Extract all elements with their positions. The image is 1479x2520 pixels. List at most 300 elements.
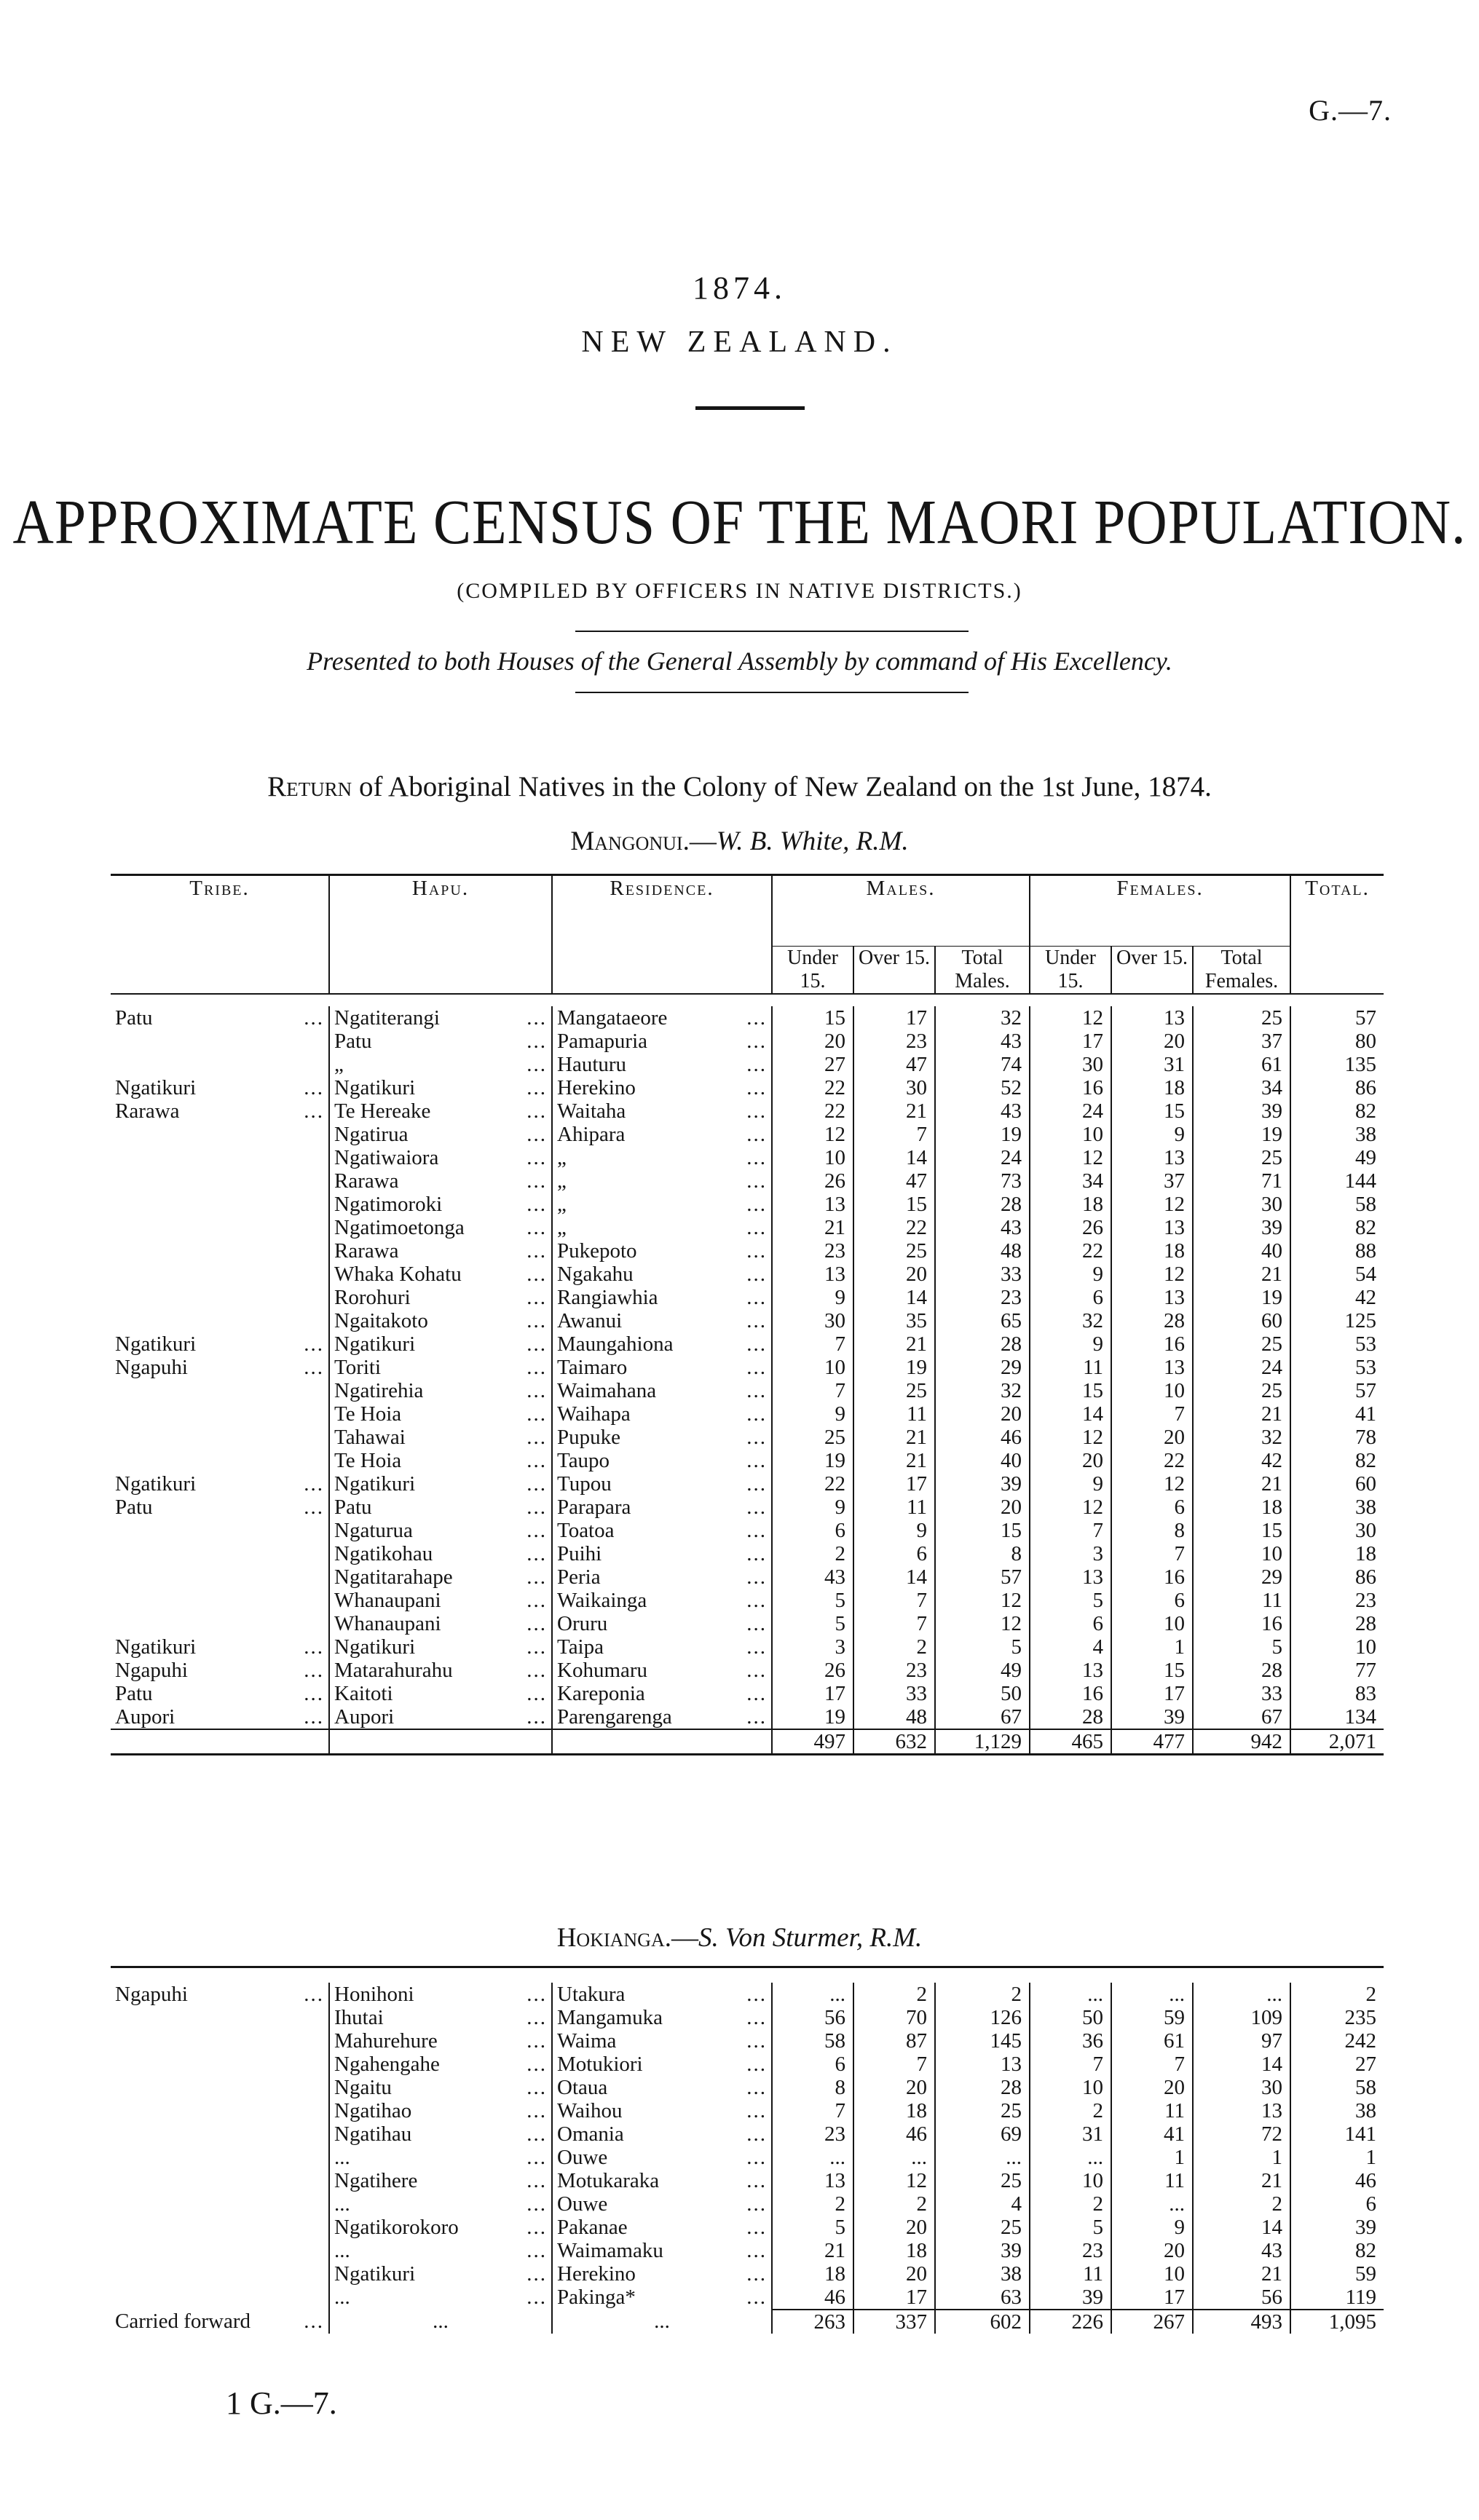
residence-cell: Kohumaru ... bbox=[552, 1659, 772, 1682]
value-cell: 20 bbox=[853, 1263, 935, 1286]
rule-above-presented bbox=[575, 631, 969, 632]
page-footer: 1 G.—7. bbox=[226, 2385, 337, 2421]
value-cell: 25 bbox=[1193, 1379, 1290, 1402]
value-cell: 13 bbox=[772, 2169, 853, 2192]
value-cell: 21 bbox=[853, 1449, 935, 1472]
value-cell: 10 bbox=[1111, 1379, 1193, 1402]
value-cell: 17 bbox=[853, 1006, 935, 1030]
value-cell: 34 bbox=[1193, 1076, 1290, 1099]
carried-residence: ... bbox=[552, 2310, 772, 2334]
value-cell: 125 bbox=[1290, 1309, 1384, 1332]
value-cell: 7 bbox=[853, 1123, 935, 1146]
table-row bbox=[111, 1053, 1384, 1076]
table-row bbox=[111, 1565, 1384, 1589]
tribe-cell: Ngapuhi ... bbox=[115, 1659, 324, 1682]
table-row bbox=[111, 1542, 1384, 1565]
residence-cell: Taupo ... bbox=[552, 1449, 772, 1472]
hapu-cell: Honihoni ... bbox=[329, 1983, 552, 2006]
carried-hapu: ... bbox=[329, 2310, 552, 2334]
value-cell: 61 bbox=[1111, 2029, 1193, 2053]
value-cell: 65 bbox=[935, 1309, 1030, 1332]
table-row bbox=[111, 1496, 1384, 1519]
value-cell: 6 bbox=[772, 2053, 853, 2076]
value-cell: 12 bbox=[1030, 1426, 1111, 1449]
residence-cell: Taimaro ... bbox=[552, 1356, 772, 1379]
value-cell: 10 bbox=[1290, 1635, 1384, 1659]
value-cell: 145 bbox=[935, 2029, 1030, 2053]
page-subtitle: (COMPILED BY OFFICERS IN NATIVE DISTRICTS.) bbox=[457, 579, 1022, 603]
value-cell: 87 bbox=[853, 2029, 935, 2053]
hapu-cell: Ngatikuri ... bbox=[329, 1076, 552, 1099]
value-cell: 119 bbox=[1290, 2286, 1384, 2310]
value-cell: 4 bbox=[1030, 1635, 1111, 1659]
value-cell: 21 bbox=[1193, 1402, 1290, 1426]
value-cell: 7 bbox=[853, 1589, 935, 1612]
country-heading: NEW ZEALAND. bbox=[581, 325, 898, 359]
residence-cell: Otaua ... bbox=[552, 2076, 772, 2099]
value-cell: 14 bbox=[1030, 1402, 1111, 1426]
residence-cell: Awanui ... bbox=[552, 1309, 772, 1332]
value-cell: 13 bbox=[1111, 1146, 1193, 1169]
value-cell: 19 bbox=[1193, 1286, 1290, 1309]
value-cell: 21 bbox=[853, 1099, 935, 1123]
hapu-cell: Ngaitu ... bbox=[329, 2076, 552, 2099]
district-heading-hokianga: Hokianga.—S. Von Sturmer, R.M. bbox=[556, 1923, 923, 1953]
table-row bbox=[111, 1659, 1384, 1682]
value-cell: 52 bbox=[935, 1076, 1030, 1099]
value-cell: 7 bbox=[772, 1379, 853, 1402]
value-cell: 7 bbox=[853, 2053, 935, 2076]
value-cell: 12 bbox=[1030, 1496, 1111, 1519]
value-cell: 67 bbox=[935, 1705, 1030, 1729]
value-cell: 28 bbox=[1030, 1705, 1111, 1729]
value-cell: 57 bbox=[935, 1565, 1030, 1589]
value-cell: 26 bbox=[1030, 1216, 1111, 1239]
tribe-cell: Rarawa ... bbox=[115, 1099, 324, 1123]
value-cell: 13 bbox=[1111, 1356, 1193, 1379]
value-cell: 18 bbox=[1111, 1076, 1193, 1099]
value-cell: ... bbox=[772, 2146, 853, 2169]
value-cell: ... bbox=[853, 2146, 935, 2169]
table-row bbox=[111, 1705, 1384, 1729]
carried-cell: 263 bbox=[772, 2310, 853, 2334]
value-cell: 43 bbox=[772, 1565, 853, 1589]
value-cell: 15 bbox=[1030, 1379, 1111, 1402]
residence-cell: Pakinga* ... bbox=[552, 2286, 772, 2310]
totals-blank bbox=[329, 1729, 552, 1755]
tribe-cell: Ngapuhi ... bbox=[115, 1983, 324, 2006]
value-cell: 25 bbox=[853, 1379, 935, 1402]
value-cell: 1 bbox=[1111, 2146, 1193, 2169]
value-cell: 12 bbox=[853, 2169, 935, 2192]
hapu-cell: Rarawa ... bbox=[329, 1169, 552, 1193]
residence-cell: Waihou ... bbox=[552, 2099, 772, 2122]
value-cell: 2 bbox=[772, 1542, 853, 1565]
residence-cell: Motukiori ... bbox=[552, 2053, 772, 2076]
header-residence: Residence. bbox=[552, 875, 772, 995]
value-cell: 21 bbox=[772, 1216, 853, 1239]
value-cell: 39 bbox=[1030, 2286, 1111, 2310]
tribe-cell bbox=[111, 1239, 329, 1263]
value-cell: 13 bbox=[1111, 1286, 1193, 1309]
value-cell: 23 bbox=[853, 1030, 935, 1053]
header-tribe: Tribe. bbox=[189, 877, 250, 900]
table-row bbox=[111, 1309, 1384, 1332]
value-cell: 39 bbox=[1193, 1099, 1290, 1123]
value-cell: 141 bbox=[1290, 2122, 1384, 2146]
tribe-cell bbox=[111, 1030, 329, 1053]
value-cell: 33 bbox=[935, 1263, 1030, 1286]
value-cell: 19 bbox=[853, 1356, 935, 1379]
value-cell: 28 bbox=[935, 2076, 1030, 2099]
value-cell: 20 bbox=[853, 2262, 935, 2286]
residence-cell: Pakanae ... bbox=[552, 2216, 772, 2239]
residence-cell: Peria ... bbox=[552, 1565, 772, 1589]
value-cell: 5 bbox=[1193, 1635, 1290, 1659]
value-cell: 2 bbox=[853, 1983, 935, 2006]
value-cell: 46 bbox=[1290, 2169, 1384, 2192]
value-cell: 38 bbox=[1290, 1123, 1384, 1146]
hapu-cell: ... ... bbox=[329, 2146, 552, 2169]
header-rule bbox=[111, 994, 1384, 1006]
value-cell: 10 bbox=[1030, 2076, 1111, 2099]
value-cell: 28 bbox=[1111, 1309, 1193, 1332]
value-cell: 16 bbox=[1111, 1332, 1193, 1356]
hapu-cell: Ngatihao ... bbox=[329, 2099, 552, 2122]
hapu-cell: Whanaupani ... bbox=[329, 1589, 552, 1612]
tribe-cell bbox=[111, 1169, 329, 1193]
header-females: Females. bbox=[1030, 875, 1290, 947]
total-cell: 465 bbox=[1030, 1729, 1111, 1755]
value-cell: 15 bbox=[1111, 1099, 1193, 1123]
value-cell: 32 bbox=[1030, 1309, 1111, 1332]
census-table-hokianga bbox=[111, 1966, 1384, 2334]
value-cell: 10 bbox=[772, 1356, 853, 1379]
tribe-cell bbox=[111, 1612, 329, 1635]
residence-cell: Hauturu ... bbox=[552, 1053, 772, 1076]
value-cell: 7 bbox=[853, 1612, 935, 1635]
hapu-cell: Ngatikohau ... bbox=[329, 1542, 552, 1565]
tribe-cell bbox=[111, 2076, 329, 2099]
tribe-cell bbox=[111, 2286, 329, 2310]
value-cell: ... bbox=[1193, 1983, 1290, 2006]
value-cell: 134 bbox=[1290, 1705, 1384, 1729]
table-row bbox=[111, 1449, 1384, 1472]
page-reference: G.—7. bbox=[1309, 94, 1392, 127]
hapu-cell: Patu ... bbox=[329, 1030, 552, 1053]
return-lead: Return bbox=[267, 771, 352, 802]
residence-cell: Rangiawhia ... bbox=[552, 1286, 772, 1309]
value-cell: 43 bbox=[935, 1216, 1030, 1239]
hapu-cell: Ngaturua ... bbox=[329, 1519, 552, 1542]
hapu-cell: Ngatikuri ... bbox=[329, 1332, 552, 1356]
value-cell: 20 bbox=[935, 1496, 1030, 1519]
header-females-over15: Over 15. bbox=[1111, 947, 1193, 995]
return-line bbox=[0, 770, 1479, 803]
value-cell: 15 bbox=[1193, 1519, 1290, 1542]
value-cell: 18 bbox=[1030, 1193, 1111, 1216]
tribe-cell: Ngatikuri ... bbox=[115, 1332, 324, 1356]
hapu-cell: Toriti ... bbox=[329, 1356, 552, 1379]
value-cell: 2 bbox=[772, 2192, 853, 2216]
value-cell: 12 bbox=[1111, 1193, 1193, 1216]
table-row bbox=[111, 2262, 1384, 2286]
value-cell: 11 bbox=[1030, 2262, 1111, 2286]
residence-cell: Taipa ... bbox=[552, 1635, 772, 1659]
value-cell: 47 bbox=[853, 1053, 935, 1076]
hapu-cell: Kaitoti ... bbox=[329, 1682, 552, 1705]
tribe-cell bbox=[111, 1449, 329, 1472]
value-cell: 25 bbox=[1193, 1006, 1290, 1030]
value-cell: 46 bbox=[772, 2286, 853, 2310]
value-cell: 13 bbox=[772, 1193, 853, 1216]
value-cell: 22 bbox=[772, 1099, 853, 1123]
value-cell: ... bbox=[1030, 2146, 1111, 2169]
tribe-cell bbox=[111, 1589, 329, 1612]
value-cell: 7 bbox=[1111, 1542, 1193, 1565]
value-cell: 13 bbox=[1030, 1565, 1111, 1589]
value-cell: 6 bbox=[853, 1542, 935, 1565]
value-cell: 12 bbox=[935, 1589, 1030, 1612]
value-cell: 46 bbox=[853, 2122, 935, 2146]
value-cell: 11 bbox=[1193, 1589, 1290, 1612]
tribe-cell bbox=[111, 1286, 329, 1309]
value-cell: 22 bbox=[772, 1472, 853, 1496]
value-cell: 126 bbox=[935, 2006, 1030, 2029]
value-cell: 16 bbox=[1111, 1565, 1193, 1589]
tribe-cell bbox=[111, 1379, 329, 1402]
value-cell: 17 bbox=[772, 1682, 853, 1705]
short-rule bbox=[695, 406, 805, 410]
value-cell: 18 bbox=[1193, 1496, 1290, 1519]
value-cell: 10 bbox=[1193, 1542, 1290, 1565]
hapu-cell: Te Hoia ... bbox=[329, 1402, 552, 1426]
tribe-cell: Ngatikuri ... bbox=[115, 1472, 324, 1496]
residence-cell: Herekino ... bbox=[552, 1076, 772, 1099]
table-row bbox=[111, 2076, 1384, 2099]
header-total-females: Total Females. bbox=[1193, 947, 1290, 995]
header-total-males: Total Males. bbox=[935, 947, 1030, 995]
tribe-cell bbox=[111, 1216, 329, 1239]
value-cell: 77 bbox=[1290, 1659, 1384, 1682]
value-cell: 21 bbox=[1193, 1472, 1290, 1496]
value-cell: 18 bbox=[1111, 1239, 1193, 1263]
hapu-cell: Ihutai ... bbox=[329, 2006, 552, 2029]
table-row bbox=[111, 1216, 1384, 1239]
value-cell: 35 bbox=[853, 1309, 935, 1332]
value-cell: 59 bbox=[1290, 2262, 1384, 2286]
census-table-mangonui bbox=[111, 874, 1384, 1756]
value-cell: 49 bbox=[935, 1659, 1030, 1682]
value-cell: 67 bbox=[1193, 1705, 1290, 1729]
value-cell: 13 bbox=[1193, 2099, 1290, 2122]
table-row bbox=[111, 1589, 1384, 1612]
value-cell: 2 bbox=[1030, 2099, 1111, 2122]
tribe-cell: Ngatikuri ... bbox=[115, 1076, 324, 1099]
value-cell: 25 bbox=[935, 2099, 1030, 2122]
value-cell: 21 bbox=[1193, 1263, 1290, 1286]
value-cell: 12 bbox=[1111, 1472, 1193, 1496]
residence-cell: Parapara ... bbox=[552, 1496, 772, 1519]
hapu-cell: Ngaitakoto ... bbox=[329, 1309, 552, 1332]
table-row bbox=[111, 2122, 1384, 2146]
table-row bbox=[111, 1635, 1384, 1659]
total-cell: 477 bbox=[1111, 1729, 1193, 1755]
tribe-cell bbox=[111, 2169, 329, 2192]
tribe-cell bbox=[111, 1565, 329, 1589]
residence-cell: Herekino ... bbox=[552, 2262, 772, 2286]
value-cell: 11 bbox=[853, 1402, 935, 1426]
value-cell: 14 bbox=[853, 1565, 935, 1589]
residence-cell: Pupuke ... bbox=[552, 1426, 772, 1449]
value-cell: 39 bbox=[935, 2239, 1030, 2262]
value-cell: 22 bbox=[1030, 1239, 1111, 1263]
value-cell: 10 bbox=[1111, 2262, 1193, 2286]
residence-cell: Waitaha ... bbox=[552, 1099, 772, 1123]
table-body bbox=[111, 1006, 1384, 1729]
value-cell: 30 bbox=[853, 1076, 935, 1099]
value-cell: 14 bbox=[1193, 2053, 1290, 2076]
value-cell: 15 bbox=[853, 1193, 935, 1216]
value-cell: 9 bbox=[772, 1496, 853, 1519]
carried-cell: 226 bbox=[1030, 2310, 1111, 2334]
table-row bbox=[111, 1123, 1384, 1146]
hapu-cell: Whanaupani ... bbox=[329, 1612, 552, 1635]
hapu-cell: Ngatikorokoro ... bbox=[329, 2216, 552, 2239]
value-cell: 5 bbox=[935, 1635, 1030, 1659]
value-cell: 20 bbox=[853, 2216, 935, 2239]
residence-cell: Pamapuria ... bbox=[552, 1030, 772, 1053]
value-cell: 25 bbox=[935, 2169, 1030, 2192]
residence-cell: Oruru ... bbox=[552, 1612, 772, 1635]
value-cell: 21 bbox=[772, 2239, 853, 2262]
value-cell: 12 bbox=[772, 1123, 853, 1146]
value-cell: 12 bbox=[935, 1612, 1030, 1635]
value-cell: 5 bbox=[1030, 2216, 1111, 2239]
value-cell: 38 bbox=[1290, 1496, 1384, 1519]
district-name: Hokianga. bbox=[556, 1923, 671, 1953]
report-year: 1874. bbox=[693, 270, 786, 306]
value-cell: 9 bbox=[853, 1519, 935, 1542]
value-cell: 60 bbox=[1290, 1472, 1384, 1496]
value-cell: 27 bbox=[772, 1053, 853, 1076]
hapu-cell: Ngatikuri ... bbox=[329, 2262, 552, 2286]
value-cell: 42 bbox=[1193, 1449, 1290, 1472]
residence-cell: Ngakahu ... bbox=[552, 1263, 772, 1286]
hapu-cell: Ngatitarahape ... bbox=[329, 1565, 552, 1589]
value-cell: 20 bbox=[1111, 1030, 1193, 1053]
value-cell: 6 bbox=[1111, 1496, 1193, 1519]
header-total: Total. bbox=[1290, 875, 1384, 995]
value-cell: 24 bbox=[935, 1146, 1030, 1169]
value-cell: 5 bbox=[772, 2216, 853, 2239]
value-cell: 6 bbox=[1030, 1612, 1111, 1635]
value-cell: 2 bbox=[853, 1635, 935, 1659]
value-cell: 37 bbox=[1193, 1030, 1290, 1053]
tribe-cell bbox=[111, 1263, 329, 1286]
hapu-cell: Ngatikuri ... bbox=[329, 1635, 552, 1659]
carried-cell: 1,095 bbox=[1290, 2310, 1384, 2334]
table-row bbox=[111, 1612, 1384, 1635]
value-cell: 50 bbox=[935, 1682, 1030, 1705]
table-row bbox=[111, 2053, 1384, 2076]
table-row bbox=[111, 2099, 1384, 2122]
table-row bbox=[111, 2169, 1384, 2192]
table-row bbox=[111, 2006, 1384, 2029]
value-cell: 33 bbox=[853, 1682, 935, 1705]
value-cell: 26 bbox=[772, 1169, 853, 1193]
value-cell: 43 bbox=[935, 1099, 1030, 1123]
value-cell: 23 bbox=[772, 1239, 853, 1263]
hapu-cell: Ngatimoroki ... bbox=[329, 1193, 552, 1216]
value-cell: 2 bbox=[1290, 1983, 1384, 2006]
value-cell: 86 bbox=[1290, 1076, 1384, 1099]
page-title: APPROXIMATE CENSUS OF THE MAORI POPULATION. bbox=[12, 486, 1467, 558]
tribe-cell bbox=[111, 2053, 329, 2076]
value-cell: 23 bbox=[772, 2122, 853, 2146]
value-cell: 21 bbox=[853, 1426, 935, 1449]
value-cell: 20 bbox=[1111, 2076, 1193, 2099]
table-row bbox=[111, 1379, 1384, 1402]
hapu-cell: Ngatihere ... bbox=[329, 2169, 552, 2192]
value-cell: 71 bbox=[1193, 1169, 1290, 1193]
value-cell: 20 bbox=[935, 1402, 1030, 1426]
residence-cell: „ ... bbox=[552, 1216, 772, 1239]
value-cell: 39 bbox=[935, 1472, 1030, 1496]
value-cell: 32 bbox=[1193, 1426, 1290, 1449]
value-cell: 2 bbox=[1030, 2192, 1111, 2216]
value-cell: 13 bbox=[1111, 1216, 1193, 1239]
table-row bbox=[111, 1146, 1384, 1169]
value-cell: 10 bbox=[772, 1146, 853, 1169]
value-cell: 25 bbox=[935, 2216, 1030, 2239]
value-cell: 19 bbox=[772, 1705, 853, 1729]
value-cell: 58 bbox=[772, 2029, 853, 2053]
value-cell: 59 bbox=[1111, 2006, 1193, 2029]
value-cell: 3 bbox=[1030, 1542, 1111, 1565]
tribe-cell bbox=[111, 1519, 329, 1542]
value-cell: 11 bbox=[853, 1496, 935, 1519]
value-cell: 57 bbox=[1290, 1379, 1384, 1402]
value-cell: 82 bbox=[1290, 1099, 1384, 1123]
value-cell: 88 bbox=[1290, 1239, 1384, 1263]
hapu-cell: Patu ... bbox=[329, 1496, 552, 1519]
hapu-cell: ... ... bbox=[329, 2239, 552, 2262]
value-cell: 61 bbox=[1193, 1053, 1290, 1076]
residence-cell: Tupou ... bbox=[552, 1472, 772, 1496]
residence-cell: Waimamaku ... bbox=[552, 2239, 772, 2262]
value-cell: 9 bbox=[772, 1402, 853, 1426]
table-row bbox=[111, 1426, 1384, 1449]
value-cell: 21 bbox=[853, 1332, 935, 1356]
value-cell: 1 bbox=[1290, 2146, 1384, 2169]
residence-cell: Ouwe ... bbox=[552, 2146, 772, 2169]
value-cell: 57 bbox=[1290, 1006, 1384, 1030]
value-cell: 30 bbox=[1030, 1053, 1111, 1076]
value-cell: ... bbox=[1030, 1983, 1111, 2006]
value-cell: 7 bbox=[1030, 2053, 1111, 2076]
district-name: Mangonui. bbox=[570, 826, 690, 856]
totals-blank bbox=[111, 1729, 329, 1755]
table-row bbox=[111, 1472, 1384, 1496]
value-cell: 48 bbox=[853, 1705, 935, 1729]
rule-below-presented bbox=[575, 692, 969, 693]
value-cell: 83 bbox=[1290, 1682, 1384, 1705]
residence-cell: Omania ... bbox=[552, 2122, 772, 2146]
value-cell: 18 bbox=[853, 2099, 935, 2122]
table-end-rule bbox=[111, 1755, 1384, 1757]
residence-cell: Mangamuka ... bbox=[552, 2006, 772, 2029]
